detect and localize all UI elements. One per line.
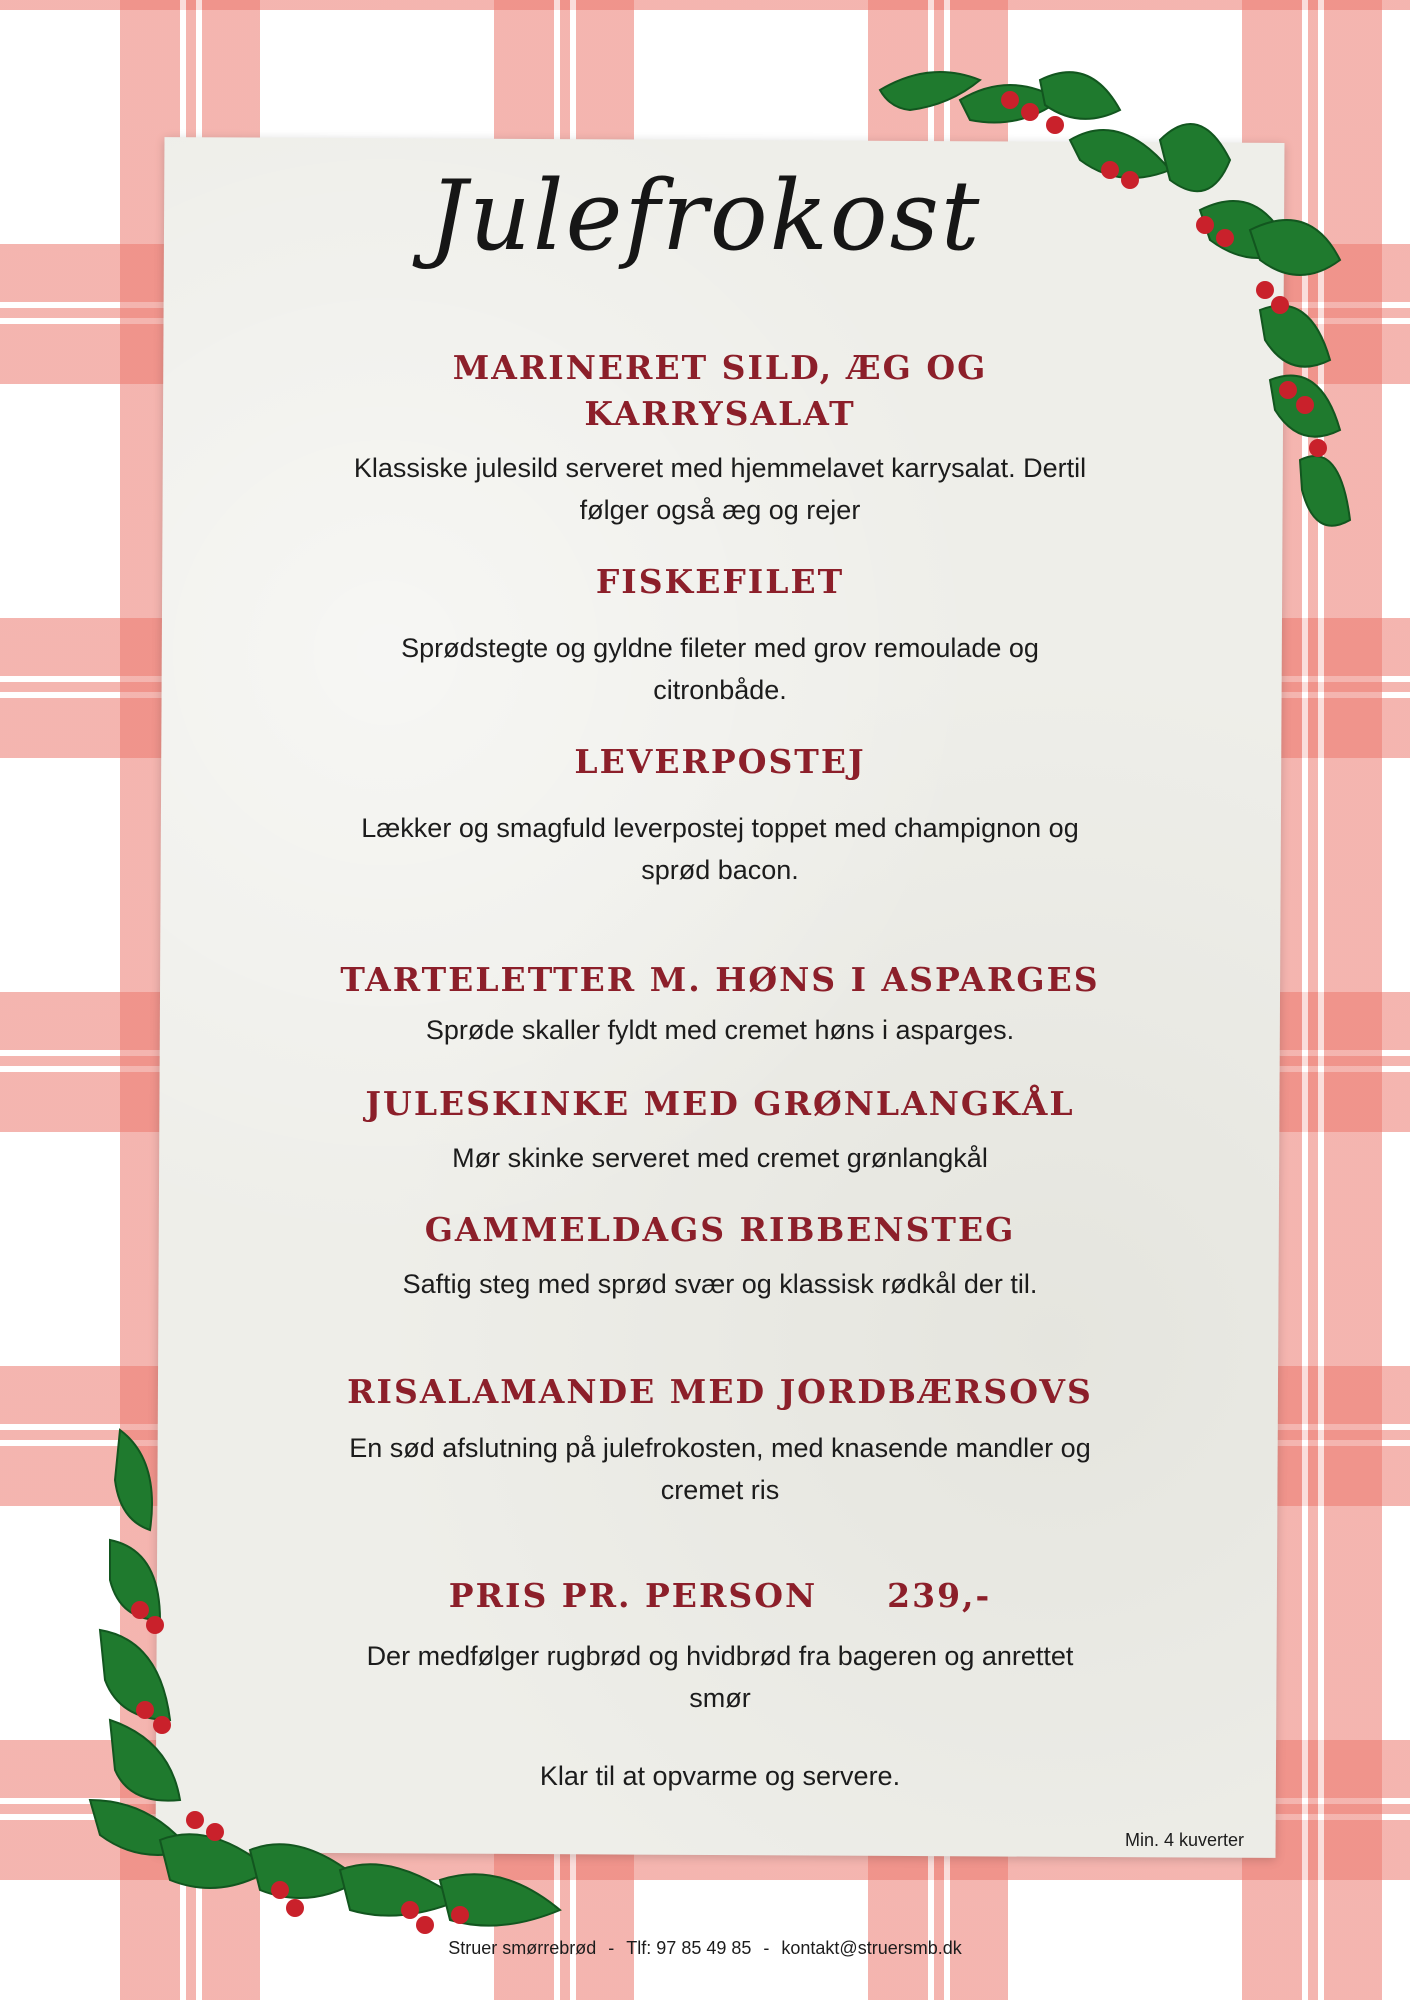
dish-name: JULESKINKE MED GRØNLANGKÅL xyxy=(365,1084,1075,1123)
menu-title: Julefrokost xyxy=(428,160,982,272)
menu-item-tarteletter xyxy=(290,957,1150,1051)
dish-name-line1: MARINERET SILD, ÆG OG xyxy=(452,348,988,387)
dish-description xyxy=(290,447,1150,531)
dish-name: FISKEFILET xyxy=(595,562,845,601)
dish-desc-line1: Sprødstegte og gyldne fileter med grov remoulade og xyxy=(401,633,1039,663)
dish-desc-line2: cremet ris xyxy=(660,1475,780,1505)
price-value: 239,- xyxy=(887,1576,992,1615)
footer-company: Struer smørrebrød xyxy=(448,1938,597,1958)
dish-desc-line2: sprød bacon. xyxy=(641,855,799,885)
footer-email: kontakt@struersmb.dk xyxy=(781,1938,962,1958)
footer-separator: - xyxy=(763,1938,770,1958)
price-desc-line2: smør xyxy=(689,1683,751,1713)
dish-desc-line2: citronbåde. xyxy=(653,675,787,705)
dish-description xyxy=(290,627,1150,711)
menu-item-ribbensteg xyxy=(290,1207,1150,1305)
dish-description xyxy=(290,807,1150,891)
price-label: PRIS PR. PERSON xyxy=(448,1576,818,1615)
dish-desc-line1: Klassiske julesild serveret med hjemmelavet karrysalat. Dertil xyxy=(353,453,1087,483)
footer xyxy=(0,1938,1410,1959)
menu-item-risalamande xyxy=(290,1369,1150,1511)
ready-note: Klar til at opvarme og servere. xyxy=(539,1761,901,1791)
dish-name-line2: KARRYSALAT xyxy=(584,394,856,433)
menu-item-sild xyxy=(290,345,1150,531)
dish-description: Sprøde skaller fyldt med cremet høns i asparges. xyxy=(425,1015,1015,1045)
dish-name: TARTELETTER M. HØNS I ASPARGES xyxy=(340,960,1100,999)
menu-list xyxy=(290,345,1150,1797)
dish-desc-line2: følger også æg og rejer xyxy=(579,495,861,525)
dish-name: RISALAMANDE MED JORDBÆRSOVS xyxy=(347,1372,1093,1411)
dish-desc-line1: Lækker og smagfuld leverpostej toppet med champignon og xyxy=(361,813,1079,843)
dish-name: GAMMELDAGS RIBBENSTEG xyxy=(424,1210,1016,1249)
dish-description: Saftig steg med sprød svær og klassisk rødkål der til. xyxy=(402,1269,1038,1299)
dish-desc-line1: En sød afslutning på julefrokosten, med knasende mandler og xyxy=(349,1433,1091,1463)
menu-item-fiskefilet xyxy=(290,559,1150,711)
footer-separator: - xyxy=(608,1938,615,1958)
dish-name xyxy=(290,345,1150,437)
footer-phone: Tlf: 97 85 49 85 xyxy=(626,1938,752,1958)
dish-description: Mør skinke serveret med cremet grønlangkål xyxy=(452,1143,988,1173)
dish-description xyxy=(290,1427,1150,1511)
price-desc-line1: Der medfølger rugbrød og hvidbrød fra bageren og anrettet xyxy=(366,1641,1074,1671)
price-description xyxy=(290,1635,1150,1719)
price-section xyxy=(290,1573,1150,1797)
min-covers-note: Min. 4 kuverter xyxy=(1125,1830,1245,1850)
menu-item-leverpostej xyxy=(290,739,1150,891)
dish-name: LEVERPOSTEJ xyxy=(574,742,866,781)
price-row xyxy=(290,1573,1150,1619)
menu-item-juleskinke xyxy=(290,1081,1150,1179)
